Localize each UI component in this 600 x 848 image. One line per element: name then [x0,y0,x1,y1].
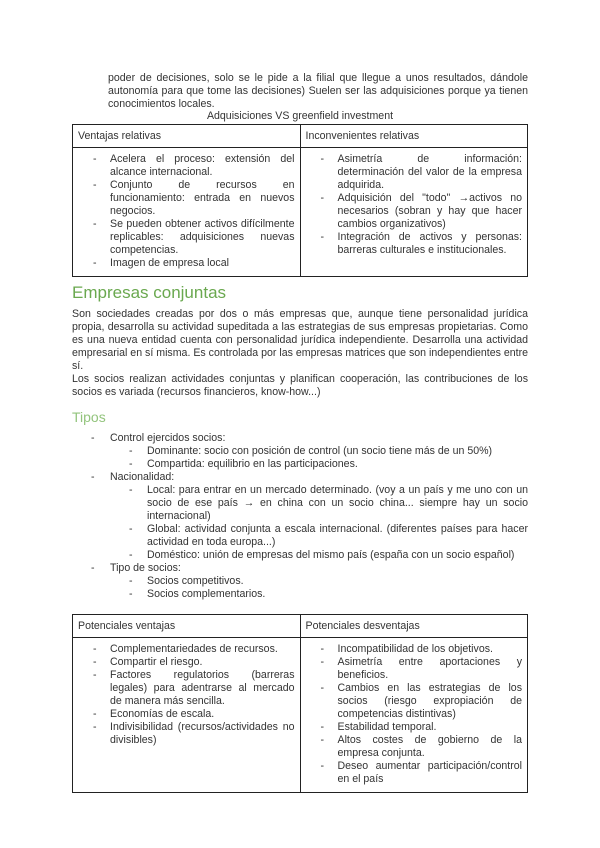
list-item: - Adquisición del "todo" →activos no necesarios (sobran y hay que hacer cambios organizativos) [301,192,528,231]
disadvantages-list [301,643,528,786]
list-item: - Asimetría entre aportaciones y beneficios. [301,656,528,682]
list-item: - Altos costes de gobierno de la empresa conjunta. [301,734,528,760]
section-body [72,308,528,399]
list-item: - Acelera el proceso: extensión del alcance internacional. [73,153,300,179]
list-item: - Complementariedades de recursos. [73,643,300,656]
advantages-list [73,153,300,270]
sub-list-item: - Socios competitivos. [72,575,528,588]
list-item: - Estabilidad temporal. [301,721,528,734]
list-item: - Economías de escala. [73,708,300,721]
advantages-list [73,643,300,747]
subsection-heading: Tipos [72,409,106,425]
table-header: Potenciales desventajas [300,615,528,638]
list-item: - Tipo de socios: [72,562,528,575]
table-header: Ventajas relativas [73,125,301,148]
sub-list-item: - Dominante: socio con posición de control (un socio tiene más de un 50%) [72,445,528,458]
list-item: - Imagen de empresa local [73,257,300,270]
intro-paragraph: poder de decisiones, solo se le pide a la filial que llegue a unos resultados, dándole autonomía para que tome las decisiones) Suelen ser las adquisiciones porque ya tienen conocimientos locales. [108,72,528,110]
section-heading: Empresas conjuntas [72,283,227,302]
paragraph: Son sociedades creadas por dos o más empresas que, aunque tiene personalidad jurídica propia, desarrolla su actividad supeditada a las estrategias de sus empresas propietarias. Como es una nueva entidad cuenta con personalidad jurídica independiente. Desarrolla una actividad empresarial en sí misma. Es controlada por las empresas matrices que son independientes entre sí. [72,308,528,372]
table-header: Inconvenientes relativas [300,125,528,148]
list-item: - Control ejercidos socios: [72,432,528,445]
sub-list-item: - Doméstico: unión de empresas del mismo país (españa con un socio español) [72,549,528,562]
sub-list-item: - Compartida: equilibrio en las participaciones. [72,458,528,471]
sub-list-item: - Socios complementarios. [72,588,528,601]
list-item: - Compartir el riesgo. [73,656,300,669]
joint-venture-table [72,614,528,793]
disadvantages-list [301,153,528,257]
list-item: - Cambios en las estrategias de los socios (riesgo expropiación de competencias distintivas) [301,682,528,721]
types-list [72,432,528,601]
sub-list-item: - Global: actividad conjunta a escala internacional. (diferentes países para hacer actividad en toda europa...) [72,523,528,549]
acquisitions-table [72,124,528,277]
list-item: - Factores regulatorios (barreras legales) para adentrarse al mercado de manera más sencilla. [73,669,300,708]
list-item: - Conjunto de recursos en funcionamiento: entrada en nuevos negocios. [73,179,300,218]
list-item: - Indivisibilidad (recursos/actividades no divisibles) [73,721,300,747]
list-item: - Incompatibilidad de los objetivos. [301,643,528,656]
table-caption: Adquisiciones VS greenfield investment [206,110,394,122]
list-item: - Nacionalidad: [72,471,528,484]
paragraph: Los socios realizan actividades conjuntas y planifican cooperación, las contribuciones de los socios es variada (recursos financieros, know-how...) [72,373,528,398]
list-item: - Se pueden obtener activos difícilmente replicables: adquisiciones nuevas competencias. [73,218,300,257]
list-item: - Asimetría de información: determinación del valor de la empresa adquirida. [301,153,528,192]
list-item: - Integración de activos y personas: barreras culturales e institucionales. [301,231,528,257]
table-header: Potenciales ventajas [73,615,301,638]
sub-list-item: - Local: para entrar en un mercado determinado. (voy a un país y me uno con un socio de ese país → en china con un socio china... siempre hay un socio internacional) [72,484,528,523]
list-item: - Deseo aumentar participación/control en el país [301,760,528,786]
